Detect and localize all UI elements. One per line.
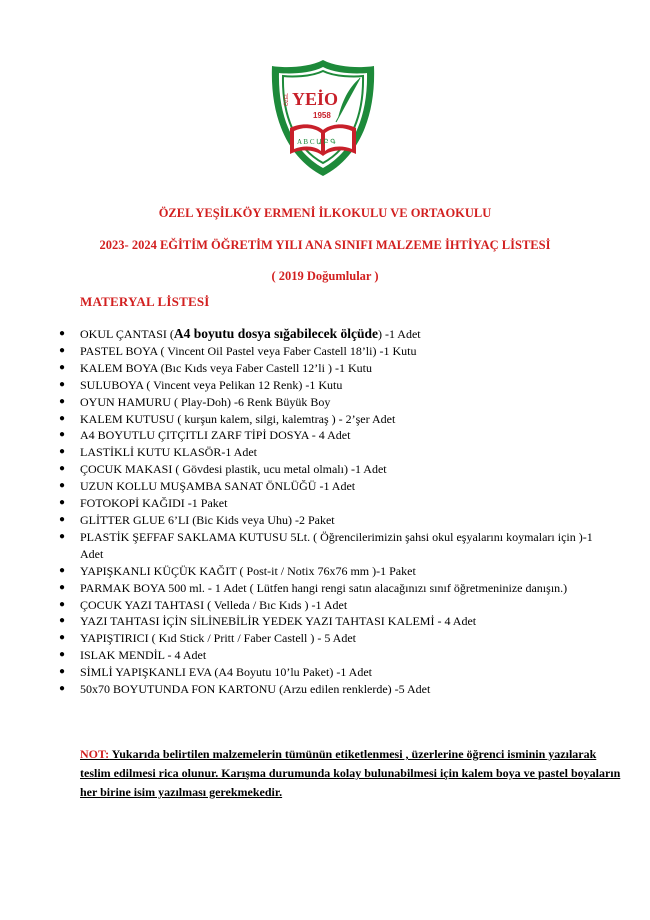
list-item [56, 377, 616, 394]
list-item-text: LASTİKLİ KUTU KLASÖR-1 Adet [80, 445, 257, 460]
list-item [56, 411, 616, 428]
list-item-text: YAPIŞTIRICI ( Kıd Stick / Pritt / Faber Castell ) - 5 Adet [80, 631, 356, 646]
materials-list [56, 326, 616, 698]
bullet-icon: ● [59, 581, 66, 593]
list-item-text: ÇOCUK YAZI TAHTASI ( Velleda / Bıc Kıds ) -1 Adet [80, 597, 348, 612]
list-item [56, 664, 616, 681]
list-item-emphasis: A4 boyutu dosya sığabilecek ölçüde [173, 326, 378, 341]
bullet-icon: ● [59, 395, 66, 407]
school-name-heading: ÖZEL YEŞİLKÖY ERMENİ İLKOKULU VE ORTAOKULU [158, 206, 492, 220]
list-item-text: SİMLİ YAPIŞKANLI EVA (A4 Boyutu 10’lu Paket) -1 Adet [80, 665, 372, 680]
bullet-icon: ● [59, 412, 66, 424]
list-item [56, 597, 616, 614]
list-title-heading: 2023- 2024 EĞİTİM ÖĞRETİM YILI ANA SINIFI MALZEME İHTİYAÇ LİSTESİ [99, 238, 551, 252]
bullet-icon: ● [59, 530, 66, 542]
list-item [56, 580, 616, 597]
list-item [56, 613, 616, 630]
list-item-text: ÇOCUK MAKASI ( Gövdesi plastik, ucu metal olmalı) -1 Adet [80, 462, 387, 477]
list-item [56, 478, 616, 495]
list-item [56, 681, 616, 698]
school-logo [268, 58, 378, 178]
bullet-icon: ● [59, 328, 66, 339]
list-item [56, 512, 616, 529]
bullet-icon: ● [59, 666, 66, 678]
list-item-text: SULUBOYA ( Vincent veya Pelikan 12 Renk) -1 Kutu [80, 377, 343, 392]
logo-text: YEİO [292, 89, 339, 109]
list-item-text: A4 BOYUTLU ÇITÇITLI ZARF TİPİ DOSYA - 4 Adet [80, 428, 351, 443]
list-item [56, 394, 616, 411]
bullet-icon: ● [59, 378, 66, 390]
list-item-text: OYUN HAMURU ( Play-Doh) -6 Renk Büyük Boy [80, 394, 331, 409]
book-letters: A B C Ա Բ Գ [297, 138, 336, 146]
list-item [56, 563, 616, 580]
list-item [56, 326, 616, 343]
logo-side-text: ÖZEL [284, 92, 290, 106]
list-item [56, 360, 616, 377]
list-item-text: ISLAK MENDİL - 4 Adet [80, 648, 207, 663]
list-item [56, 495, 616, 512]
birth-year-heading: ( 2019 Doğumlular ) [271, 269, 379, 283]
list-item-text: YAZI TAHTASI İÇİN SİLİNEBİLİR YEDEK YAZI TAHTASI KALEMİ - 4 Adet [80, 614, 477, 629]
note-paragraph [80, 745, 625, 802]
list-item-text: UZUN KOLLU MUŞAMBA SANAT ÖNLÜĞÜ -1 Adet [80, 479, 356, 494]
list-item-text: KALEM BOYA (Bıc Kıds veya Faber Castell 12’li ) -1 Kutu [80, 360, 372, 375]
bullet-icon: ● [59, 564, 66, 576]
note-label: NOT: [80, 747, 110, 761]
list-item-text: PASTEL BOYA ( Vincent Oil Pastel veya Faber Castell 18’li) -1 Kutu [80, 343, 417, 358]
bullet-icon: ● [59, 480, 66, 492]
list-item-text: PARMAK BOYA 500 ml. - 1 Adet ( Lütfen hangi rengi satın alacağınızı sınıf öğretmeninize danışın.) [80, 580, 568, 595]
bullet-icon: ● [59, 497, 66, 509]
list-item-text: PLASTİK ŞEFFAF SAKLAMA KUTUSU 5Lt. ( Öğrencilerimizin şahsi okul eşyalarını koymaları için )-1 Adet [80, 529, 593, 561]
list-item-text: 50x70 BOYUTUNDA FON KARTONU (Arzu edilen renklerde) -5 Adet [80, 682, 431, 697]
bullet-icon: ● [59, 598, 66, 610]
bullet-icon: ● [59, 344, 66, 356]
list-item-text: KALEM KUTUSU ( kurşun kalem, silgi, kalemtraş ) - 2’şer Adet [80, 411, 396, 426]
logo-year: 1958 [313, 111, 331, 120]
bullet-icon: ● [59, 683, 66, 695]
list-item-suffix: ) -1 Adet [377, 327, 421, 341]
bullet-icon: ● [59, 615, 66, 627]
list-item-text: GLİTTER GLUE 6’LI (Bic Kids veya Uhu) -2 Paket [80, 512, 335, 527]
list-item [56, 343, 616, 360]
list-item-text: FOTOKOPİ KAĞIDI -1 Paket [80, 496, 228, 511]
list-item [56, 647, 616, 664]
list-item-text: OKUL ÇANTASI ( [80, 327, 174, 341]
bullet-icon: ● [59, 463, 66, 475]
list-item [56, 427, 616, 444]
materials-title: MATERYAL LİSTESİ [80, 294, 210, 309]
note-text: Yukarıda belirtilen malzemelerin tümünün etiketlenmesi , üzerlerine öğrenci isminin yazılarak teslim edilmesi rica olunur. Karışma durumunda kolay bulunabilmesi için kalem boya ve pastel boyaların her birine isim yazılması gerekmekedir. [80, 747, 621, 799]
list-item [56, 630, 616, 647]
bullet-icon: ● [59, 513, 66, 525]
bullet-icon: ● [59, 446, 66, 458]
bullet-icon: ● [59, 632, 66, 644]
list-item-text: YAPIŞKANLI KÜÇÜK KAĞIT ( Post-it / Notix 76x76 mm )-1 Paket [80, 563, 416, 578]
list-item [56, 529, 616, 563]
list-item [56, 444, 616, 461]
bullet-icon: ● [59, 429, 66, 441]
bullet-icon: ● [59, 361, 66, 373]
list-item [56, 461, 616, 478]
bullet-icon: ● [59, 649, 66, 661]
